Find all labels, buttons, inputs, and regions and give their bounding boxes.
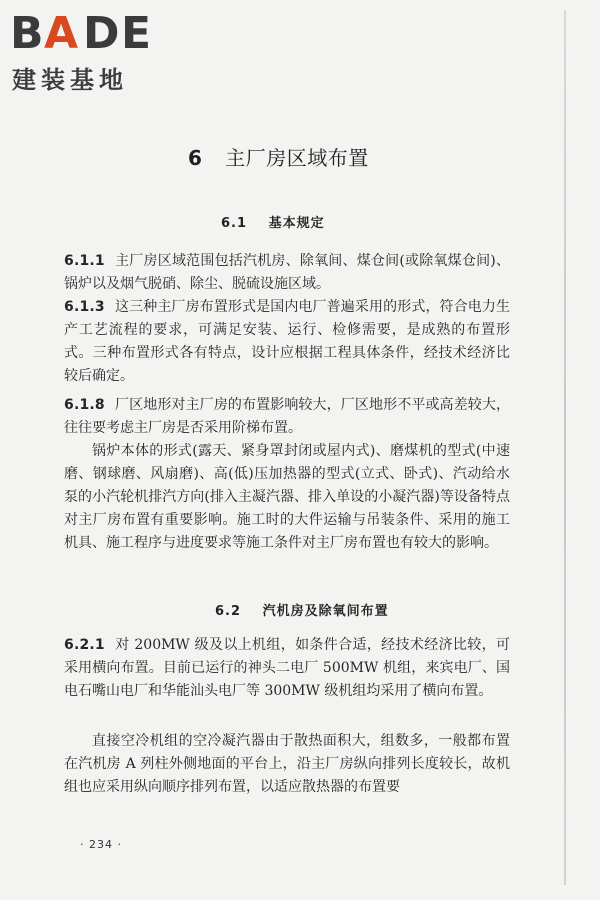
section-6-1-title — [221, 212, 325, 231]
clause-text: 厂区地形对主厂房的布置影响较大，厂区地形不平或高差较大，往往要考虑主厂房是否采用阶梯布置。 — [64, 397, 510, 436]
section-number: 6.2 — [215, 604, 242, 619]
chapter-title — [188, 142, 369, 171]
section-6-2-title — [215, 600, 389, 619]
chapter-number: 6 — [188, 146, 203, 170]
page-number: · 234 · — [80, 838, 122, 851]
page-edge-line — [564, 10, 566, 885]
clause-6-1-8-continued — [64, 440, 510, 555]
clause-number: 6.1.1 — [64, 253, 105, 269]
clause-6-2-1-continued — [64, 730, 510, 799]
clause-6-1-1 — [64, 250, 510, 296]
clause-number: 6.1.8 — [64, 397, 105, 413]
svg-text:A: A — [44, 8, 81, 59]
clause-text: 直接空冷机组的空冷凝汽器由于散热面积大，组数多，一般都布置在汽机房 A 列柱外侧地面的平台上，沿主厂房纵向排列长度较长，故机组也应采用纵向顺序排列布置，以适应散热器的布置要 — [64, 733, 510, 795]
clause-6-1-3 — [64, 296, 510, 388]
svg-text:B: B — [10, 8, 46, 59]
svg-text:建装基地: 建装基地 — [12, 66, 128, 94]
svg-text:E: E — [121, 8, 154, 59]
clause-number: 6.1.3 — [64, 299, 105, 315]
section-title-text: 汽机房及除氧间布置 — [262, 604, 389, 619]
clause-6-1-8 — [64, 394, 510, 440]
clause-text: 主厂房区域范围包括汽机房、除氧间、煤仓间(或除氧煤仓间)、锅炉以及烟气脱硝、除尘、脱硫设施区域。 — [64, 253, 510, 292]
clause-6-2-1 — [64, 634, 510, 703]
chapter-title-text: 主厂房区域布置 — [225, 146, 369, 170]
section-number: 6.1 — [221, 216, 248, 231]
clause-text: 这三种主厂房布置形式是国内电厂普遍采用的形式，符合电力生产工艺流程的要求，可满足安装、运行、检修需要，是成熟的布置形式。三种布置形式各有特点，设计应根据工程具体条件，经技术经济比较后确定。 — [64, 299, 510, 384]
svg-text:D: D — [83, 8, 122, 59]
clause-text: 对 200MW 级及以上机组，如条件合适，经技术经济比较，可采用横向布置。目前已运行的神头二电厂 500MW 机组，来宾电厂、国电石嘴山电厂和华能汕头电厂等 300MW 级机组均采用了横向布置。 — [64, 637, 510, 699]
clause-number: 6.2.1 — [64, 637, 105, 653]
section-title-text: 基本规定 — [268, 216, 325, 231]
clause-text: 锅炉本体的形式(露天、紧身罩封闭或屋内式)、磨煤机的型式(中速磨、钢球磨、风扇磨)、高(低)压加热器的型式(立式、卧式)、汽动给水泵的小汽轮机排汽方向(排入主凝汽器、排入单设的小凝汽器)等设备特点对主厂房布置有重要影响。施工时的大件运输与吊装条件、采用的施工机具、施工程序与进度要求等施工条件对主厂房布置也有较大的影响。 — [64, 443, 510, 551]
brand-logo — [10, 4, 175, 96]
